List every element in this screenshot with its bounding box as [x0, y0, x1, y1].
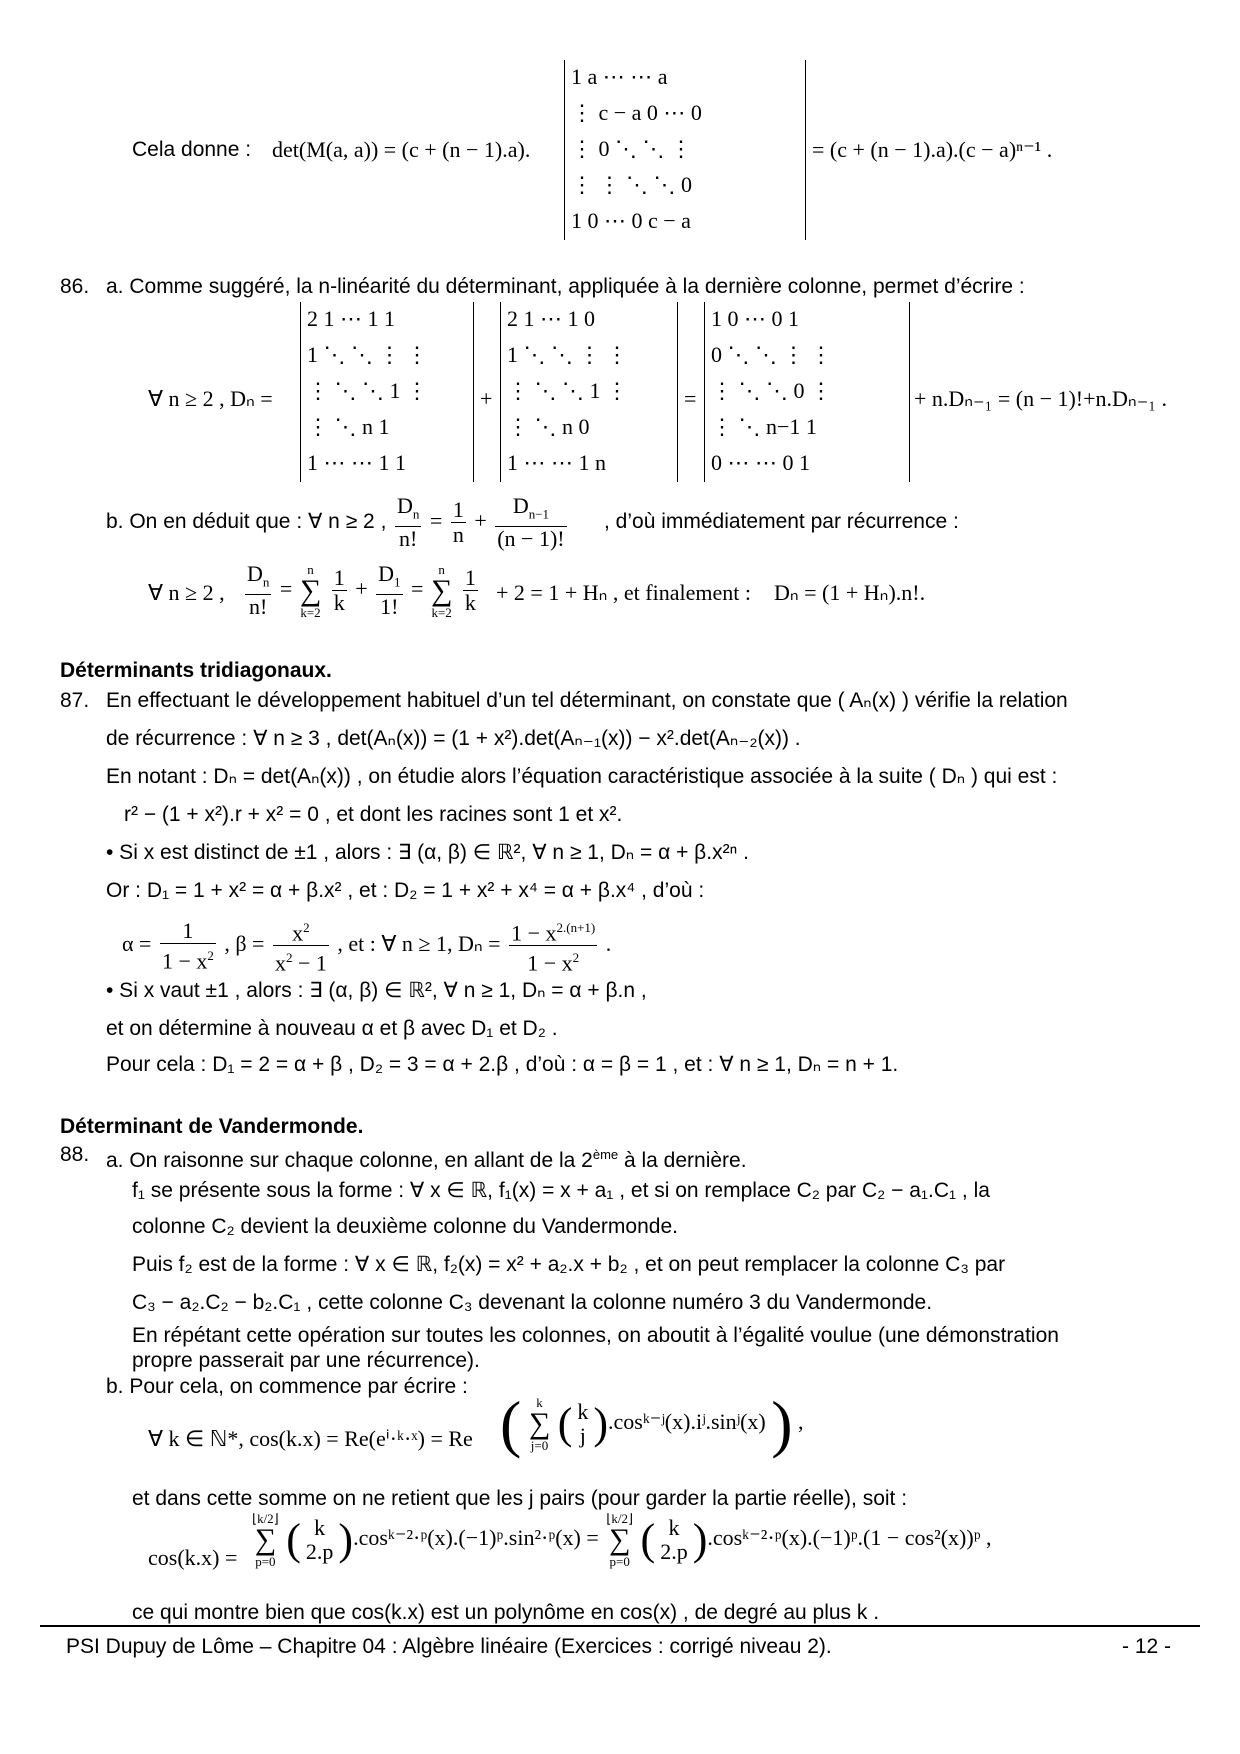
ex88-a-line-6: En répétant cette opération sur toutes les colonnes, on aboutit à l’égalité voulue (une démonstration — [132, 1324, 1059, 1347]
cela-donne-label: Cela donne : — [132, 138, 252, 161]
ex88-b4-lead: cos(k.x) = — [148, 1545, 238, 1570]
ex86-c-mid: + 2 = 1 + Hₙ , et finalement : — [496, 580, 751, 605]
ex87-line-9: et on détermine à nouveau α et β avec D₁ et D₂ . — [106, 1017, 558, 1040]
section-heading-vandermonde: Déterminant de Vandermonde. — [60, 1115, 364, 1138]
equals-sign: = — [684, 386, 697, 411]
ex86-b-formula: $\frac{D_n}{n!}$ = $\frac{1}{n}$ + $\frac{D_{n-1}}{(n - 1)!}$ — [397, 493, 565, 552]
matrix-86-2 — [500, 302, 678, 482]
matrix-85 — [564, 60, 806, 240]
ex86-a-text: a. Comme suggéré, la n-linéarité du déterminant, appliquée à la dernière colonne, permet d’écrire : — [106, 275, 1025, 298]
ex86-lead: ∀ n ≥ 2 , Dₙ = — [148, 386, 273, 411]
ex86-c-formula: $\frac{D_n}{n!}$ = n ∑ k=2 $\frac{1}{k}$ + $\frac{D_1}{1!}$ = n ∑ k=2 $\frac{1}{k}$ — [247, 561, 476, 620]
ex87-line-5: • Si x est distinct de ±1 , alors : ∃ (α, β) ∈ ℝ², ∀ n ≥ 1, Dₙ = α + β.x²ⁿ . — [106, 841, 749, 864]
det-rhs: = (c + (n − 1).a).(c − a)ⁿ⁻¹ . — [812, 137, 1053, 162]
ex86-tail: + n.Dₙ₋₁ = (n − 1)!+n.Dₙ₋₁ . — [914, 386, 1167, 411]
dn-eq: , et : ∀ n ≥ 1, Dₙ = — [337, 930, 501, 956]
matrix-row: 1 ⋯ ⋯ 1 1 — [307, 450, 406, 475]
plus-sign: + — [480, 386, 493, 411]
matrix-row: 2 1 ⋯ 1 0 — [507, 306, 595, 331]
ex87-line-1: En effectuant le développement habituel d’un tel déterminant, on constate que ( Aₙ(x) ) vérifie la relation — [106, 689, 1068, 712]
exercise-number: 87. — [60, 689, 90, 712]
ex86-b-prefix: b. On en déduit que : ∀ n ≥ 2 , — [106, 510, 387, 533]
matrix-row: ⋮ ⋱ n−1 1 — [711, 414, 817, 439]
matrix-row: 0 ⋱ ⋱ ⋮ ⋮ — [711, 342, 832, 367]
ex87-line-8: • Si x vaut ±1 , alors : ∃ (α, β) ∈ ℝ², ∀ n ≥ 1, Dₙ = α + β.n , — [106, 979, 647, 1002]
exercise-number: 88. — [60, 1143, 90, 1166]
ex88-a-line-1: a. On raisonne sur chaque colonne, en allant de la 2ème à la dernière. — [106, 1147, 747, 1172]
matrix-row: 1 ⋱ ⋱ ⋮ ⋮ — [507, 342, 628, 367]
matrix-row: ⋮ ⋱ ⋱ 1 ⋮ — [507, 378, 628, 403]
ex88-b-lead: ∀ k ∈ ℕ*, cos(k.x) = Re(eⁱ·ᵏ·ˣ) = Re — [148, 1426, 473, 1451]
ex88-a-line-4: Puis f₂ est de la forme : ∀ x ∈ ℝ, f₂(x) = x² + a₂.x + b₂ , et on peut remplacer la colonne C₃ par — [132, 1253, 1006, 1276]
matrix-row: ⋮ ⋮ ⋱ ⋱ 0 — [571, 172, 692, 197]
matrix-row: ⋮ ⋱ n 1 — [307, 414, 390, 439]
ex88-a-line-7: propre passerait par une récurrence). — [132, 1349, 480, 1372]
matrix-row: ⋮ ⋱ ⋱ 0 ⋮ — [711, 378, 832, 403]
footer-page-number: - 12 - — [1122, 1635, 1172, 1658]
alpha-eq: α = — [122, 930, 152, 956]
matrix-row: ⋮ c − a 0 ⋯ 0 — [571, 100, 702, 125]
ex88-b-sum: ( k ∑ j=0 ( k j ).cosᵏ⁻ʲ(x).iʲ.sinʲ(x) ) , — [500, 1388, 804, 1459]
ex88-b-line-3: et dans cette somme on ne retient que les j pairs (pour garder la partie réelle), soit : — [132, 1487, 908, 1510]
footer-left: PSI Dupuy de Lôme – Chapitre 04 : Algèbre linéaire (Exercices : corrigé niveau 2). — [66, 1635, 832, 1658]
matrix-row: ⋮ ⋱ n 0 — [507, 414, 590, 439]
matrix-row: 1 ⋯ ⋯ 1 n — [507, 450, 606, 475]
ex86-c-end: Dₙ = (1 + Hₙ).n!. — [774, 580, 926, 605]
ex88-a-line-3: colonne C₂ devient la deuxième colonne du Vandermonde. — [132, 1215, 678, 1238]
matrix-row: ⋮ ⋱ ⋱ 1 ⋮ — [307, 378, 428, 403]
ex88-b-line-1: b. Pour cela, on commence par écrire : — [106, 1375, 468, 1398]
ex87-line-10: Pour cela : D₁ = 2 = α + β , D₂ = 3 = α + 2.β , d’où : α = β = 1 , et : ∀ n ≥ 1, Dₙ = n + 1. — [106, 1053, 899, 1076]
ex87-line-6: Or : D₁ = 1 + x² = α + β.x² , et : D₂ = 1 + x² + x⁴ = α + β.x⁴ , d’où : — [106, 879, 705, 902]
footer-rule — [40, 1625, 1200, 1627]
matrix-86-3 — [704, 302, 910, 482]
matrix-86-1 — [300, 302, 474, 482]
matrix-row: 1 a ⋯ ⋯ a — [571, 64, 668, 89]
ex87-line-2: de récurrence : ∀ n ≥ 3 , det(Aₙ(x)) = (1 + x²).det(Aₙ₋₁(x)) − x².det(Aₙ₋₂(x)) . — [106, 727, 801, 750]
exercise-number: 86. — [60, 275, 90, 298]
ex88-a-line-2: f₁ se présente sous la forme : ∀ x ∈ ℝ, f₁(x) = x + a₁ , et si on remplace C₂ par C₂ − a₁.C₁ , la — [132, 1179, 990, 1202]
det-lhs: det(M(a, a)) = (c + (n − 1).a). — [272, 137, 531, 162]
section-heading-tridiagonal: Déterminants tridiagonaux. — [60, 659, 332, 682]
matrix-row: ⋮ 0 ⋱ ⋱ ⋮ — [571, 136, 692, 161]
matrix-row: 0 ⋯ ⋯ 0 1 — [711, 450, 810, 475]
ex86-c-lead: ∀ n ≥ 2 , — [148, 580, 225, 605]
ex88-b4-formula: ⌊k/2⌋ ∑ p=0 ( k 2.p ).cosᵏ⁻²·ᵖ(x).(−1)ᵖ.sin²·ᵖ(x) = ⌊k/2⌋ ∑ p=0 ( k 2.p ).cosᵏ⁻²·ᵖ(x).(−1)ᵖ.(1 − cos²(x))ᵖ , — [252, 1511, 992, 1569]
matrix-row: 1 ⋱ ⋱ ⋮ ⋮ — [307, 342, 428, 367]
ex88-a-line-5: C₃ − a₂.C₂ − b₂.C₁ , cette colonne C₃ devenant la colonne numéro 3 du Vandermonde. — [132, 1291, 933, 1314]
ex87-line-4: r² − (1 + x²).r + x² = 0 , et dont les racines sont 1 et x². — [124, 803, 623, 826]
ex87-alpha-beta-formula: α = $\frac{1}{1 - x^2}$ , β = $\frac{x^2}{x^2 - 1}$ , et : ∀ n ≥ 1, Dₙ = $\frac{1 - x^{2.(n+1)}}{1 - x^2}$ . — [122, 917, 612, 976]
ex87-line-3: En notant : Dₙ = det(Aₙ(x)) , on étudie alors l’équation caractéristique associée à la suite ( Dₙ ) qui est : — [106, 765, 1058, 788]
beta-eq: , β = — [224, 930, 265, 956]
matrix-row: 1 0 ⋯ 0 1 — [711, 306, 799, 331]
ex86-b-suffix: , d’où immédiatement par récurrence : — [604, 510, 959, 533]
matrix-row: 1 0 ⋯ 0 c − a — [571, 208, 691, 233]
ex88-b-line-5: ce qui montre bien que cos(k.x) est un polynôme en cos(x) , de degré au plus k . — [132, 1601, 880, 1624]
matrix-row: 2 1 ⋯ 1 1 — [307, 306, 395, 331]
